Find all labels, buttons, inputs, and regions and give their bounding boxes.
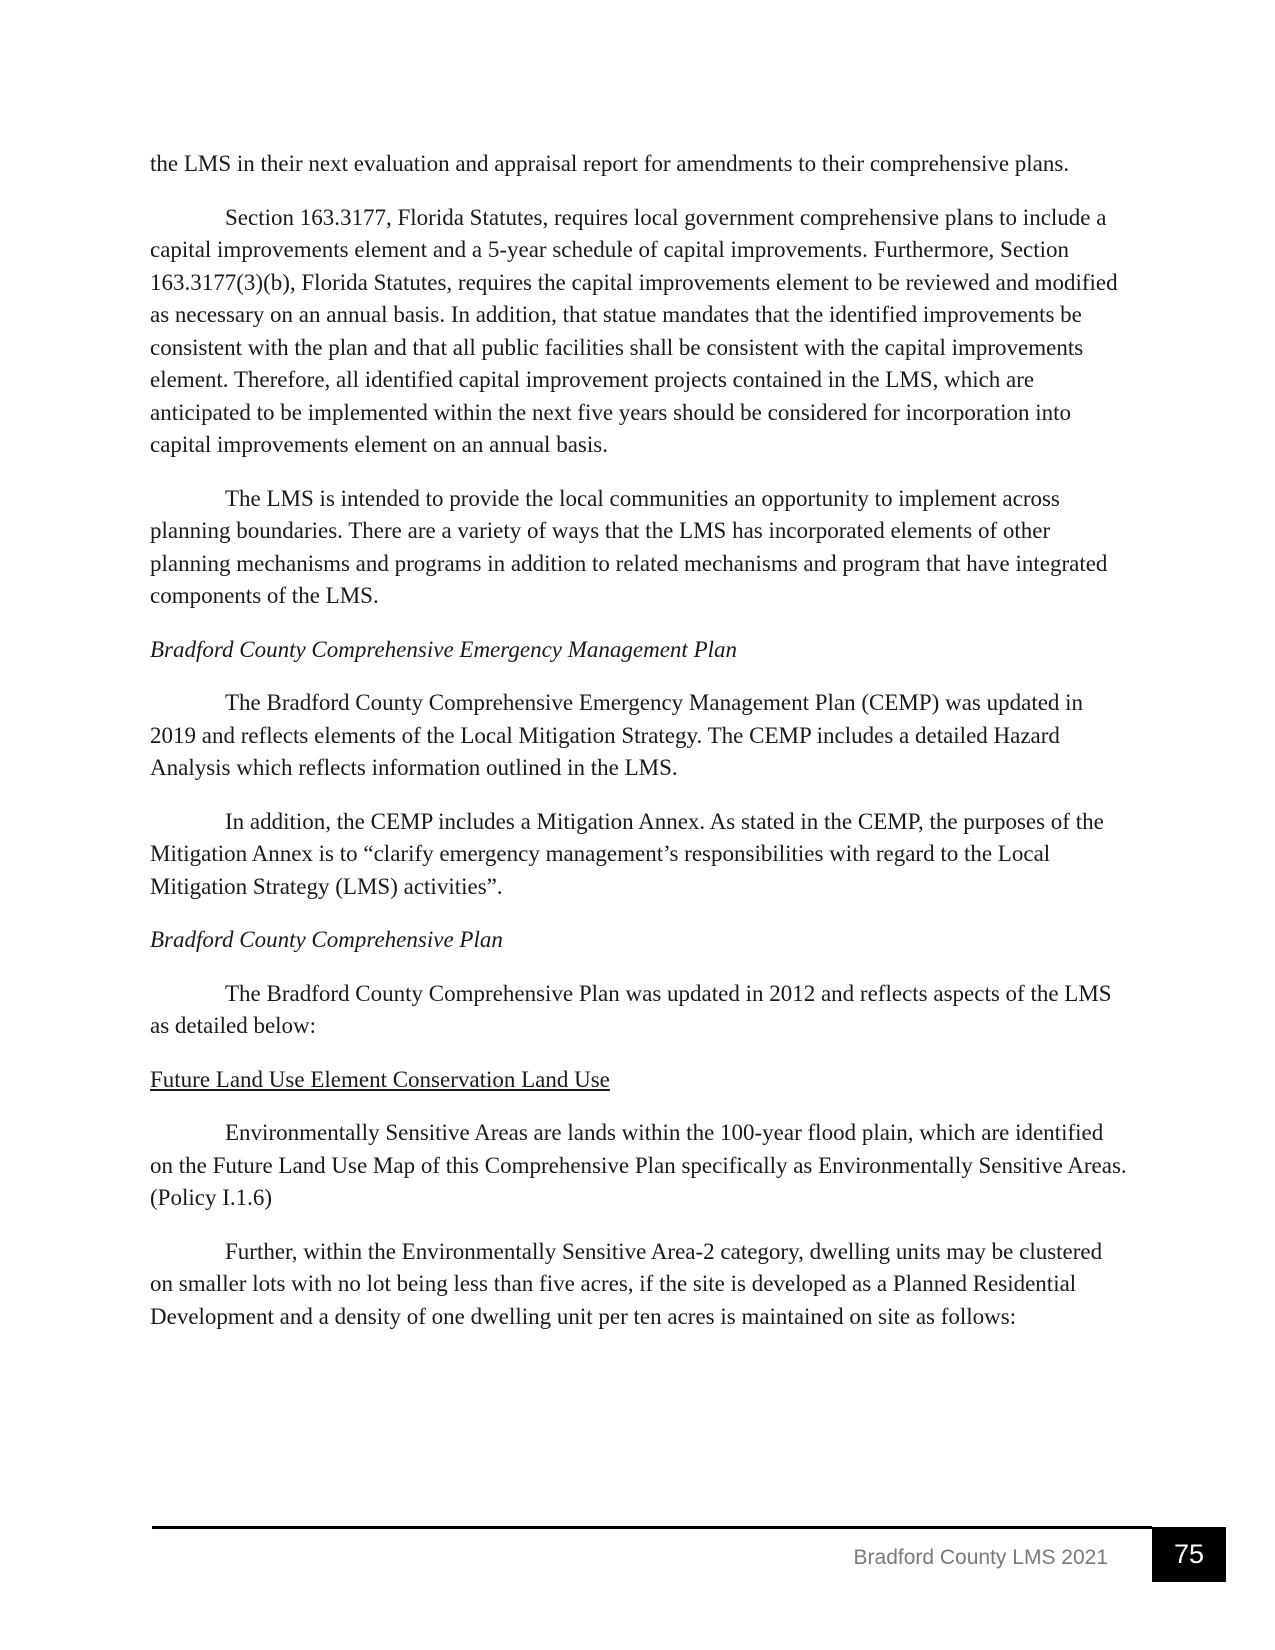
heading-cemp: Bradford County Comprehensive Emergency Management Plan bbox=[150, 636, 738, 662]
paragraph-sensitive-areas: Environmentally Sensitive Areas are lands within the 100-year flood plain, which are identified on the Future Land Use Map of this Comprehensive Plan specifically as Environmentally Sensitive Areas. (Policy I.1.6) bbox=[150, 1120, 1127, 1210]
paragraph-statutes: Section 163.3177, Florida Statutes, requires local government comprehensive plans to include a capital improvements element and a 5-year schedule of capital improvements. Furthermore, Section 163.3177(3)(b), Florida Statutes, requires the capital improvements element to be reviewed and modified as necessary on an annual basis. In addition, that statue mandates that the identified improvements be consistent with the plan and that all public facilities shall be consistent with the capital improvements element. Therefore, all identified capital improvement projects contained in the LMS, which are anticipated to be implemented within the next five years should be considered for incorporation into capital improvements element on an annual basis. bbox=[150, 204, 1118, 457]
page-number: 75 bbox=[1152, 1527, 1226, 1582]
paragraph-dwelling-units: Further, within the Environmentally Sensitive Area-2 category, dwelling units may be clustered on smaller lots with no lot being less than five acres, if the site is developed as a Planned Residential Development and a density of one dwelling unit per ten acres is maintained on site as follows: bbox=[150, 1238, 1103, 1329]
paragraph-mitigation-annex: In addition, the CEMP includes a Mitigation Annex. As stated in the CEMP, the purposes of the Mitigation Annex is to “clarify emergency management’s responsibilities with regard to the Local Mitigation Strategy (LMS) activities”. bbox=[150, 808, 1104, 899]
paragraph-cemp-update: The Bradford County Comprehensive Emergency Management Plan (CEMP) was updated in 2019 and reflects elements of the Local Mitigation Strategy. The CEMP includes a detailed Hazard Analysis which reflects information outlined in the LMS. bbox=[150, 690, 1084, 780]
paragraph-continuation: the LMS in their next evaluation and appraisal report for amendments to their comprehensive plans. bbox=[150, 151, 1070, 176]
paragraph-comp-plan-update: The Bradford County Comprehensive Plan was updated in 2012 and reflects aspects of the LMS as detailed below: bbox=[150, 980, 1112, 1038]
paragraph-lms-intent: The LMS is intended to provide the local communities an opportunity to implement across planning boundaries. There are a variety of ways that the LMS has incorporated elements of other planning mechanisms and programs in addition to related mechanisms and program that have integrated components of the LMS. bbox=[150, 485, 1108, 608]
heading-comprehensive-plan: Bradford County Comprehensive Plan bbox=[150, 927, 503, 952]
subheading-future-land-use: Future Land Use Element Conservation Land Use bbox=[150, 1066, 610, 1092]
footer-title: Bradford County LMS 2021 bbox=[853, 1546, 1108, 1569]
body-text bbox=[150, 148, 1130, 1354]
footer-divider bbox=[152, 1526, 1152, 1529]
